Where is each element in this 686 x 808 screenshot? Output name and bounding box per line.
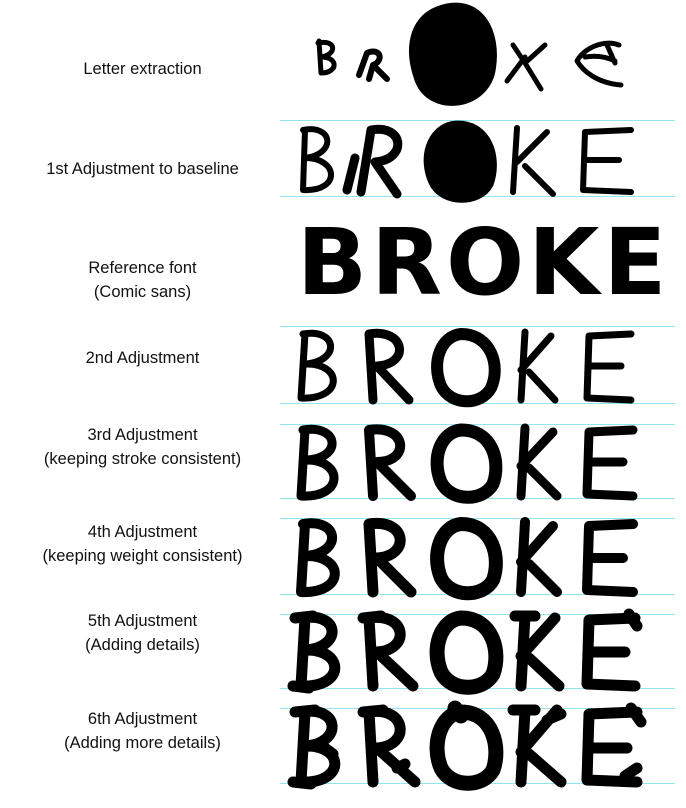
- letter-k: [521, 522, 557, 592]
- letter-o: [437, 618, 496, 687]
- word-adjustment-1: [285, 120, 665, 200]
- letter-o: [437, 334, 495, 401]
- row-label-extraction: [0, 57, 285, 81]
- letter-e: [587, 334, 631, 400]
- letter-k: [515, 616, 559, 686]
- word-adjustment-3: [285, 424, 665, 500]
- label-line: 4th Adjustment: [87, 523, 198, 541]
- row-label-adjustment-1: [0, 157, 285, 181]
- label-line: (Comic sans): [93, 283, 192, 301]
- label-line: 5th Adjustment: [87, 612, 198, 630]
- letter-o: [437, 524, 496, 593]
- extracted-letters: [285, 5, 665, 110]
- letter-b: [301, 523, 335, 592]
- extracted-letter-k: [507, 45, 545, 89]
- letter-e: [587, 708, 641, 782]
- label-line: (keeping stroke consistent): [43, 450, 242, 468]
- extracted-letter-r: [359, 52, 387, 79]
- letter-r: [369, 429, 411, 496]
- letter-o: [433, 130, 488, 194]
- letter-k: [521, 428, 557, 496]
- row-label-adjustment-5: [0, 609, 285, 657]
- word-adjustment-4: [285, 518, 665, 596]
- letter-o: [437, 430, 496, 497]
- label-line: Letter extraction: [83, 60, 202, 78]
- letter-b: [303, 129, 331, 190]
- letter-e: [587, 430, 633, 496]
- row-label-adjustment-4: [0, 520, 285, 568]
- letter-r: [369, 333, 409, 400]
- letter-o: [437, 708, 496, 783]
- row-label-reference: [0, 256, 285, 304]
- row-label-adjustment-3: [0, 423, 285, 471]
- letter-r: [369, 523, 411, 592]
- word-adjustment-6: [285, 708, 665, 786]
- row-label-adjustment-6: [0, 707, 285, 755]
- label-line: 2nd Adjustment: [85, 349, 200, 367]
- label-line: 3rd Adjustment: [87, 426, 198, 444]
- label-line: (Adding details): [85, 636, 200, 654]
- word-adjustment-5: [285, 614, 665, 690]
- letter-b: [293, 710, 335, 784]
- extracted-letter-e: [577, 43, 621, 85]
- letter-r: [347, 129, 398, 194]
- reference-word: BROKE: [297, 209, 671, 316]
- extracted-letter-o: [420, 14, 486, 95]
- letter-b: [301, 429, 334, 496]
- letter-k: [513, 710, 561, 782]
- label-line: 6th Adjustment: [87, 710, 198, 728]
- letter-e: [587, 524, 633, 592]
- word-adjustment-2: [285, 326, 665, 404]
- letter-e: [583, 130, 631, 192]
- label-line: Reference font: [88, 259, 197, 277]
- letter-r: [363, 710, 415, 782]
- letter-b: [301, 333, 333, 398]
- row-label-adjustment-2: [0, 346, 285, 370]
- label-line: (keeping weight consistent): [42, 547, 243, 565]
- letter-e: [587, 614, 637, 686]
- label-line: (Adding more details): [64, 734, 221, 752]
- letter-b: [293, 616, 335, 688]
- letter-r: [363, 616, 413, 686]
- extracted-letter-b: [318, 41, 334, 73]
- letter-k: [513, 128, 553, 194]
- label-line: 1st Adjustment to baseline: [46, 160, 239, 178]
- letter-k: [521, 332, 555, 400]
